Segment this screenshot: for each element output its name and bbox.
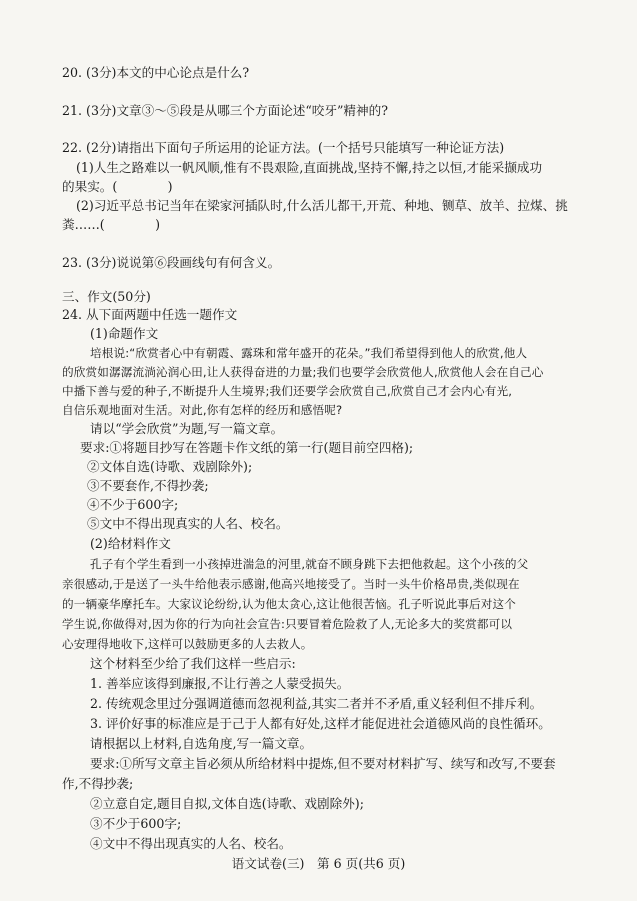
topic-2-insight-3: 3. 评价好事的标准应是于己于人都有好处,这样才能促进社会道德风尚的良性循环。: [90, 716, 551, 731]
topic-1-requirement-5: ⑤文中不得出现真实的人名、校名。: [87, 516, 289, 531]
topic-1-requirement-2: ②文体自选(诗歌、戏剧除外);: [87, 459, 253, 474]
question-22: 22. (2分)请指出下面句子所运用的论证方法。(一个括号只能填写一种论证方法): [62, 140, 505, 155]
topic-2-requirement-1-line-1: 要求:①所写文章主旨必须从所给材料中提炼,但不要对材料扩写、续写和改写,不要套: [90, 756, 556, 771]
topic-2-requirement-3: ③不少于600字;: [90, 816, 182, 831]
topic-2-insight-intro: 这个材料至少给了我们这样一些启示:: [90, 656, 296, 671]
question-22-item-2-line-2: 粪……( ): [62, 217, 160, 232]
topic-2-insight-2: 2. 传统观念里过分强调道德而忽视利益,其实二者并不矛盾,重义轻利但不排斥利。: [90, 696, 543, 711]
topic-1-prompt-line-3: 中播下善与爱的种子,不断提升人生境界;我们还要学会欣赏自己,欣赏自己才会内心有光,: [62, 384, 513, 398]
topic-2-material-line-1: 孔子有个学生看到一小孩掉进湍急的河里,就奋不顾身跳下去把他救起。这个小孩的父: [90, 557, 529, 571]
topic-2-insight-1: 1. 善举应该得到廉报,不让行善之人蒙受损失。: [90, 676, 350, 691]
topic-1-prompt-line-4: 自信乐观地面对生活。对此,你有怎样的经历和感悟呢?: [62, 403, 343, 417]
topic-1-requirement-3: ③不要套作,不得抄袭;: [87, 478, 209, 493]
topic-2-material-line-4: 学生说,你做得对,因为你的行为向社会宣告:只要冒着危险救了人,无论多大的奖赏都可以: [62, 617, 513, 631]
topic-1-task: 请以“学会欣赏”为题,写一篇文章。: [90, 421, 284, 436]
topic-1-requirement-4: ④不少于600字;: [87, 497, 179, 512]
question-24: 24. 从下面两题中任选一题作文: [62, 307, 238, 322]
topic-2-requirement-1-line-2: 作,不得抄袭;: [62, 776, 134, 791]
topic-2-requirement-4: ④文中不得出现真实的人名、校名。: [90, 836, 292, 851]
question-23: 23. (3分)说说第⑥段画线句有何含义。: [62, 255, 281, 270]
topic-2-material-line-5: 心安理得地收下,这样可以鼓励更多的人去救人。: [62, 637, 313, 651]
topic-2-material-line-2: 亲很感动,于是送了一头牛给他表示感谢,他高兴地接受了。当时一头牛价格昂贵,类似现在: [62, 577, 520, 591]
question-22-item-1-line-1: (1)人生之路难以一帆风顺,惟有不畏艰险,直面挑战,坚持不懈,持之以恒,才能采撷成功: [76, 160, 543, 175]
topic-2-material-line-3: 的一辆豪华摩托车。大家议论纷纷,认为他太贪心,这让他很苦恼。孔子听说此事后对这个: [62, 597, 516, 611]
topic-1-heading: (1)命题作文: [90, 326, 159, 341]
section-heading-composition: 三、作文(50分): [62, 289, 151, 304]
question-22-item-2-line-1: (2)习近平总书记当年在梁家河插队时,什么活儿都干,开荒、种地、铡草、放羊、拉煤、挑: [76, 198, 568, 213]
topic-1-prompt-line-1: 培根说:“欣赏者心中有朝霞、露珠和常年盛开的花朵。”我们希望得到他人的欣赏,他人: [90, 346, 528, 360]
topic-2-task: 请根据以上材料,自选角度,写一篇文章。: [90, 736, 313, 751]
topic-2-heading: (2)给材料作文: [90, 536, 171, 551]
topic-2-requirement-2: ②立意自定,题目自拟,文体自选(诗歌、戏剧除外);: [90, 796, 364, 811]
topic-1-requirement-1: 要求:①将题目抄写在答题卡作文纸的第一行(题目前空四格);: [80, 440, 414, 455]
topic-1-prompt-line-2: 的欣赏如潺潺流淌沁润心田,让人获得奋进的力量;我们也要学会欣赏他人,欣赏他人会在自己心: [62, 365, 544, 379]
question-21: 21. (3分)文章③～⑤段是从哪三个方面论述“咬牙”精神的?: [62, 103, 388, 118]
question-20: 20. (3分)本文的中心论点是什么?: [62, 65, 250, 80]
page-footer: 语文试卷(三) 第 6 页(共6 页): [231, 856, 406, 871]
question-22-item-1-line-2: 的果实。( ): [62, 179, 173, 194]
